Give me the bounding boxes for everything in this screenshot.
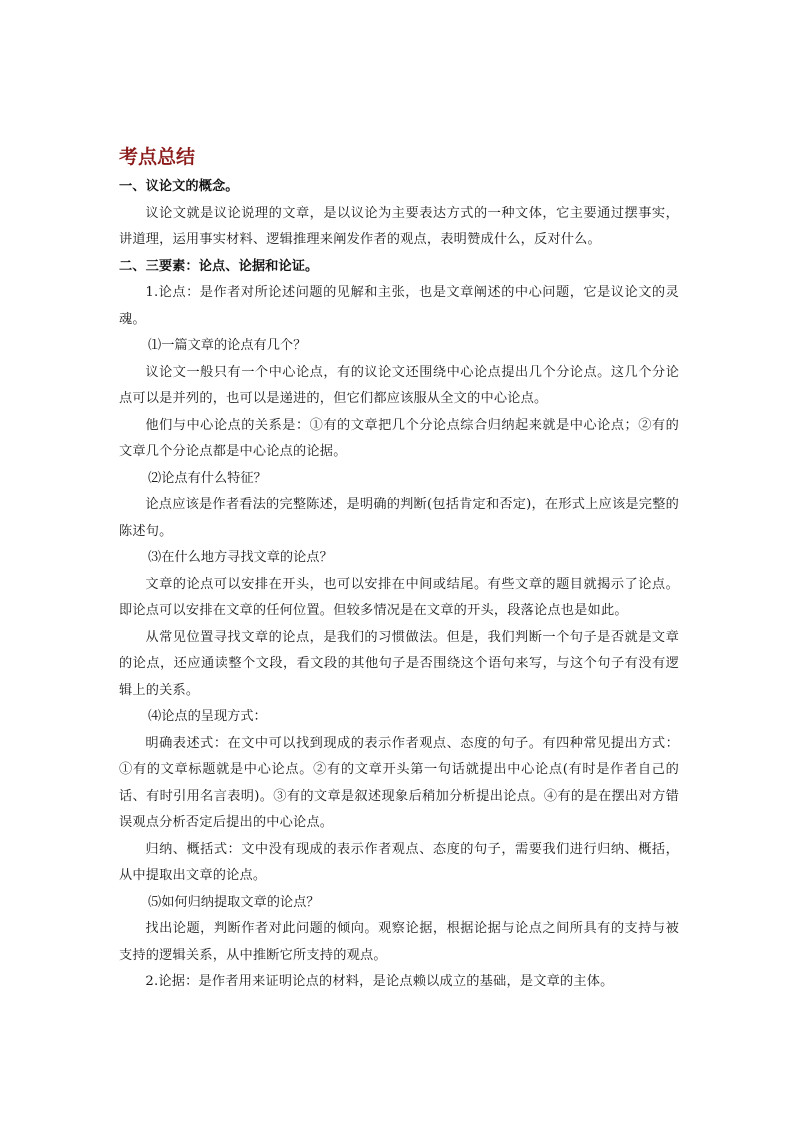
paragraph-lunju: 2.论据：是作者用来证明论点的材料，是论点赖以成立的基础，是文章的主体。 (145, 974, 614, 989)
question-1: ⑴一篇文章的论点有几个？ (148, 338, 307, 353)
paragraph-q4b: 归纳、概括式：文中没有现成的表示作者观点、态度的句子，需要我们进行归纳、概括，从中提取出文章的论点。 (119, 841, 679, 883)
paragraph-q1a: 议论文一般只有一个中心论点，有的议论文还围绕中心论点提出几个分论点。这几个分论点可以是并列的，也可以是递进的，但它们都应该服从全文的中心论点。 (119, 364, 679, 406)
paragraph-q5: 找出论题，判断作者对此问题的倾向。观察论据，根据论据与论点之间所具有的支持与被支持的逻辑关系，从中推断它所支持的观点。 (119, 921, 679, 963)
paragraph-q3b: 从常见位置寻找文章的论点，是我们的习惯做法。但是，我们判断一个句子是否就是文章的论点，还应通读整个文段，看文段的其他句子是否围绕这个语句来写，与这个句子有没有逻辑上的关系。 (119, 629, 679, 698)
document-page (119, 140, 679, 996)
paragraph-q3a: 文章的论点可以安排在开头，也可以安排在中间或结尾。有些文章的题目就揭示了论点。即论点可以安排在文章的任何位置。但较多情况是在文章的开头，段落论点也是如此。 (119, 576, 679, 618)
paragraph-q1b: 他们与中心论点的关系是：①有的文章把几个分论点综合归纳起来就是中心论点；②有的文章几个分论点都是中心论点的论据。 (119, 417, 679, 459)
question-3: ⑶在什么地方寻找文章的论点？ (148, 550, 333, 565)
question-2: ⑵论点有什么特征？ (148, 470, 267, 486)
paragraph-definition: 议论文就是议论说理的文章，是以议论为主要表达方式的一种文体，它主要通过摆事实，讲道理，运用事实材料、逻辑推理来阐发作者的观点，表明赞成什么，反对什么。 (119, 205, 679, 247)
question-5: ⑸如何归纳提取文章的论点？ (148, 894, 320, 910)
section-heading-concept: 一、议论文的概念。 (119, 179, 239, 194)
paragraph-lundian: 1.论点：是作者对所论述问题的见解和主张，也是文章阐述的中心问题，它是议论文的灵魂。 (119, 285, 679, 327)
section-heading-elements: 二、三要素：论点、论据和论证。 (119, 258, 319, 274)
question-4: ⑷论点的呈现方式： (148, 709, 267, 724)
paragraph-q2: 论点应该是作者看法的完整陈述，是明确的判断(包括肯定和否定)，在形式上应该是完整的陈述句。 (119, 497, 679, 539)
paragraph-q4a: 明确表述式：在文中可以找到现成的表示作者观点、态度的句子。有四种常见提出方式：①有的文章标题就是中心论点。②有的文章开头第一句话就提出中心论点(有时是作者自己的话、有时引用名言表明)。③有的文章是叙述现象后稍加分析提出论点。④有的是在摆出对方错误观点分析否定后提出的中心论点。 (119, 735, 679, 830)
page-title: 考点总结 (119, 146, 196, 168)
